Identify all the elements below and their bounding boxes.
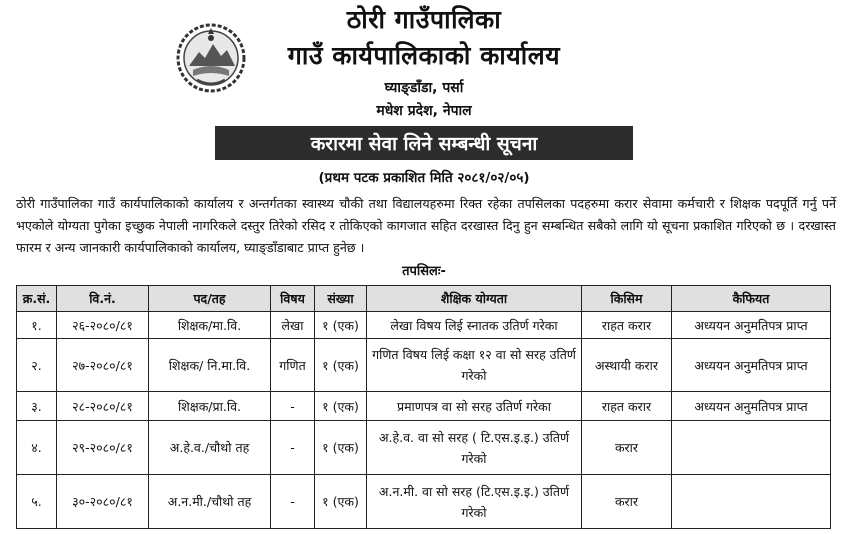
cell-remark: अध्ययन अनुमतिपत्र प्राप्त — [672, 392, 831, 421]
cell-ad-number: ३०-२०८०/८१ — [57, 475, 149, 529]
col-header-remark: कैफियत — [672, 286, 831, 312]
col-header-post: पद/तह — [149, 286, 271, 312]
details-label: तपसिलः- — [402, 264, 446, 279]
cell-count: १ (एक) — [315, 475, 367, 529]
vacancy-table — [16, 285, 831, 529]
cell-count: १ (एक) — [315, 339, 367, 392]
col-header-ad-number: वि.नं. — [57, 286, 149, 312]
cell-subject: - — [271, 392, 315, 421]
cell-ad-number: २८-२०८०/८१ — [57, 392, 149, 421]
table-row — [17, 475, 831, 529]
cell-remark: अध्ययन अनुमतिपत्र प्राप्त — [672, 339, 831, 392]
cell-qualification: प्रमाणपत्र वा सो सरह उतिर्ण गरेका — [367, 392, 582, 421]
cell-sn: ३. — [17, 392, 57, 421]
col-header-subject: विषय — [271, 286, 315, 312]
cell-qualification: अ.न.मी. वा सो सरह (टि.एस.इ.इ.) उतिर्ण गरेको — [367, 475, 582, 529]
cell-qualification: गणित विषय लिई कक्षा १२ वा सो सरह उतिर्ण गरेको — [367, 339, 582, 392]
cell-remark — [672, 421, 831, 475]
cell-type: अस्थायी करार — [582, 339, 672, 392]
cell-subject: गणित — [271, 339, 315, 392]
col-header-type: किसिम — [582, 286, 672, 312]
table-row — [17, 392, 831, 421]
cell-count: १ (एक) — [315, 312, 367, 339]
notice-body: ठोरी गाउँपालिका गाउँ कार्यपालिकाको कार्यालय र अन्तर्गतका स्वास्थ्य चौकी तथा विद्यालयहरुमा रिक्त रहेका तपसिलका पदहरुमा करार सेवामा कर्मचारी र शिक्षक पदपूर्ति गर्नु पर्ने भएकोले योग्यता पुगेका इच्छुक नेपाली नागरिकले दस्तुर तिरेको रसिद र तोकिएको कागजात सहित दरखास्त दिनु हुन सम्बन्धित सबैको लागि यो सूचना प्रकाशित गरिएको छ । दरखास्त फारम र अन्य जानकारी कार्यपालिकाको कार्यालय, घ्याङ्डाँडाबाट प्राप्त हुनेछ । — [16, 196, 836, 255]
cell-type: करार — [582, 421, 672, 475]
cell-type: राहत करार — [582, 392, 672, 421]
table-row — [17, 312, 831, 339]
office-address: घ्याङ्डाँडा, पर्सा — [384, 80, 464, 96]
cell-post: शिक्षक/मा.वि. — [149, 312, 271, 339]
cell-sn: २. — [17, 339, 57, 392]
cell-post: अ.हे.व./चौथो तह — [149, 421, 271, 475]
publication-date: (प्रथम पटक प्रकाशित मिति २०८१/०२/०५) — [318, 170, 530, 186]
office-name: ठोरी गाउँपालिका — [346, 5, 502, 34]
cell-subject: - — [271, 475, 315, 529]
cell-qualification: लेखा विषय लिई स्नातक उतिर्ण गरेका — [367, 312, 582, 339]
office-province: मधेश प्रदेश, नेपाल — [376, 103, 472, 119]
cell-remark — [672, 475, 831, 529]
cell-ad-number: २७-२०८०/८१ — [57, 339, 149, 392]
cell-sn: ५. — [17, 475, 57, 529]
office-title: गाउँ कार्यपालिकाको कार्यालय — [287, 41, 561, 70]
cell-post: अ.न.मी./चौथो तह — [149, 475, 271, 529]
cell-subject: लेखा — [271, 312, 315, 339]
cell-count: १ (एक) — [315, 421, 367, 475]
cell-sn: १. — [17, 312, 57, 339]
col-header-qualification: शैक्षिक योग्यता — [367, 286, 582, 312]
table-row — [17, 339, 831, 392]
col-header-count: संख्या — [315, 286, 367, 312]
cell-sn: ४. — [17, 421, 57, 475]
cell-remark: अध्ययन अनुमतिपत्र प्राप्त — [672, 312, 831, 339]
cell-post: शिक्षक/ नि.मा.वि. — [149, 339, 271, 392]
cell-qualification: अ.हे.व. वा सो सरह ( टि.एस.इ.इ.) उतिर्ण गरेको — [367, 421, 582, 475]
cell-type: करार — [582, 475, 672, 529]
cell-ad-number: २९-२०८०/८१ — [57, 421, 149, 475]
cell-type: राहत करार — [582, 312, 672, 339]
col-header-sn: क्र.सं. — [17, 286, 57, 312]
table-header-row — [17, 286, 831, 312]
cell-ad-number: २६-२०८०/८१ — [57, 312, 149, 339]
cell-post: शिक्षक/प्रा.वि. — [149, 392, 271, 421]
table-row — [17, 421, 831, 475]
cell-subject: - — [271, 421, 315, 475]
notice-title-banner: करारमा सेवा लिने सम्बन्धी सूचना — [215, 126, 633, 160]
cell-count: १ (एक) — [315, 392, 367, 421]
